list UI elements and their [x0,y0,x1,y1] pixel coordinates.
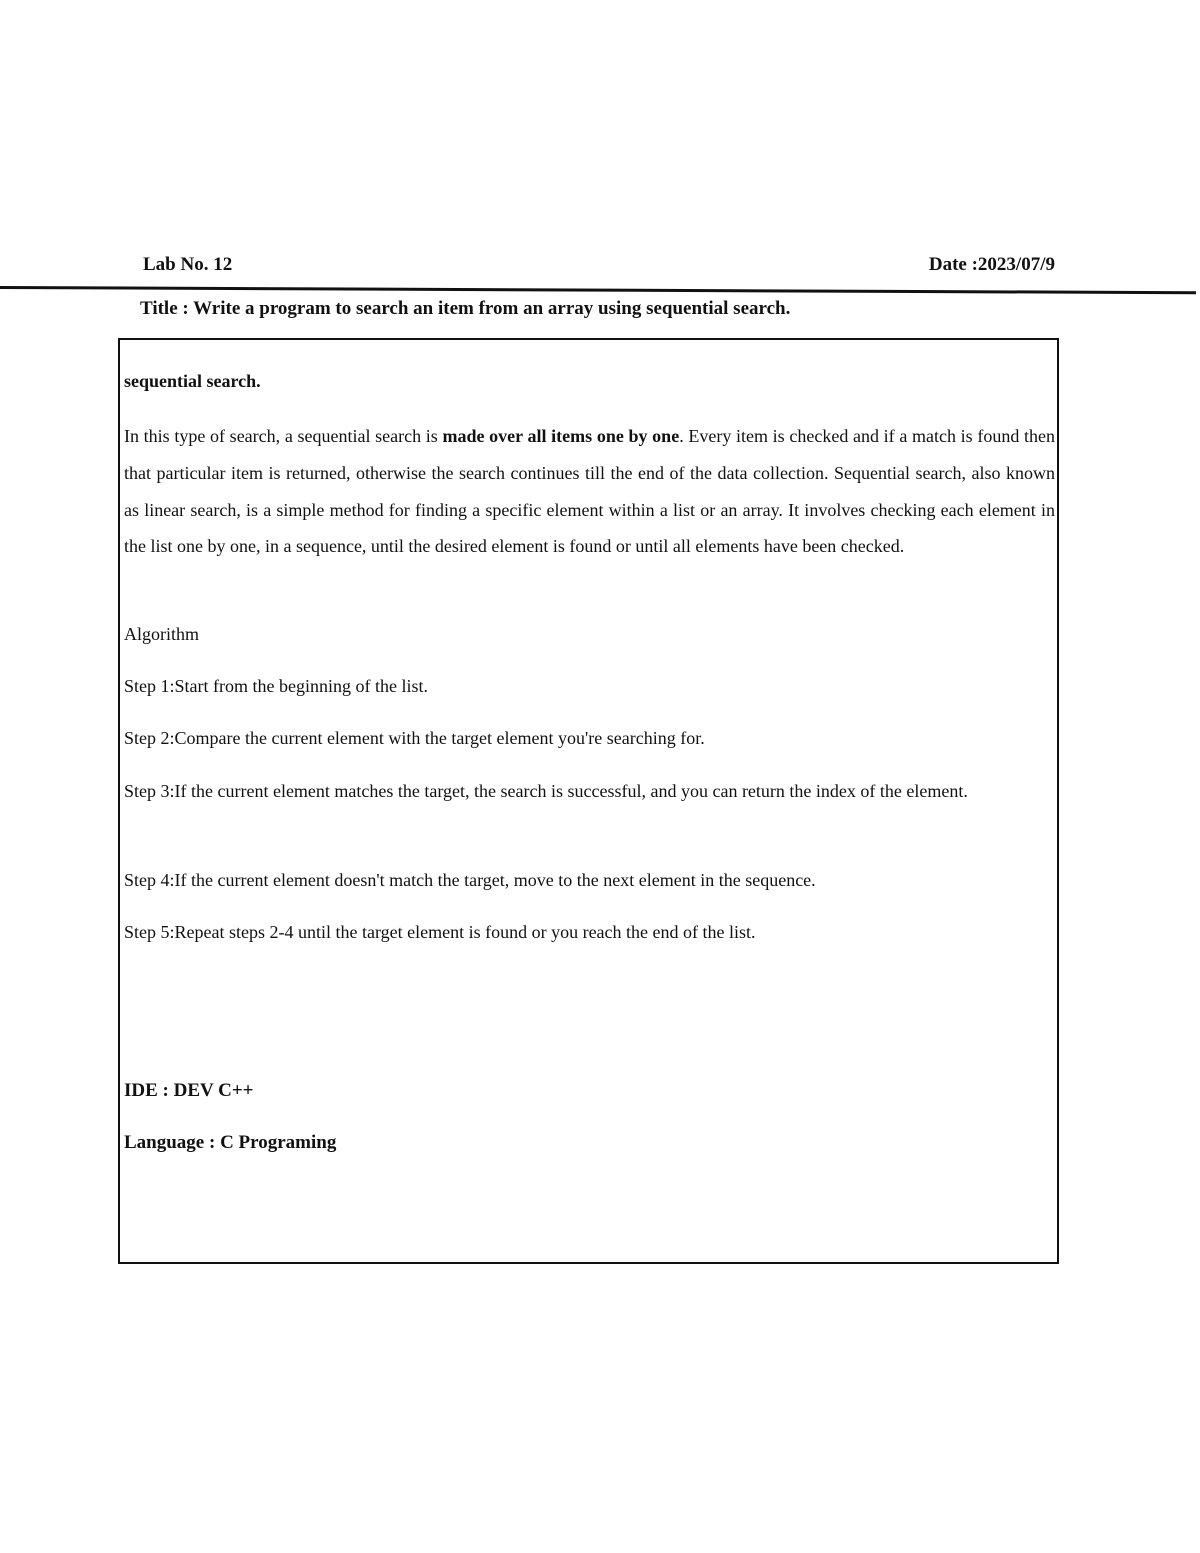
algorithm-step-1: Step 1:Start from the beginning of the list. [124,676,428,696]
algorithm-step-4: Step 4:If the current element doesn't match the target, move to the next element in the sequence. [124,870,816,890]
language-info: Language : C Programing [124,1132,337,1153]
intro-text-end: . Every item is checked and if a match is found then that particular item is returned, otherwise the search continues till the end of the data collection. Sequential search, also known as linear search, is a simple method for finding a specific element within a list or an array. It involves checking each element in the list one by one, in a sequence, until the desired element is found or until all elements have been checked. [124,426,1055,557]
intro-text-bold: made over all items one by one [442,426,680,446]
algorithm-step-2: Step 2:Compare the current element with the target element you're searching for. [124,728,705,748]
lab-number: Lab No. 12 [143,254,233,275]
lab-date: Date :2023/07/9 [928,254,1055,275]
lab-title: Title : Write a program to search an item from an array using sequential search. [140,298,791,319]
algorithm-step-3: Step 3:If the current element matches the target, the search is successful, and you can return the index of the element. [124,781,968,801]
content-box [118,338,1059,1264]
ide-info: IDE : DEV C++ [124,1080,254,1101]
intro-text-start: In this type of search, a sequential search is [124,426,443,446]
header-divider [0,286,1196,294]
intro-paragraph [124,418,1055,565]
algorithm-label: Algorithm [124,624,199,644]
algorithm-step-5: Step 5:Repeat steps 2-4 until the target element is found or you reach the end of the list. [124,922,756,942]
section-heading: sequential search. [124,371,261,391]
